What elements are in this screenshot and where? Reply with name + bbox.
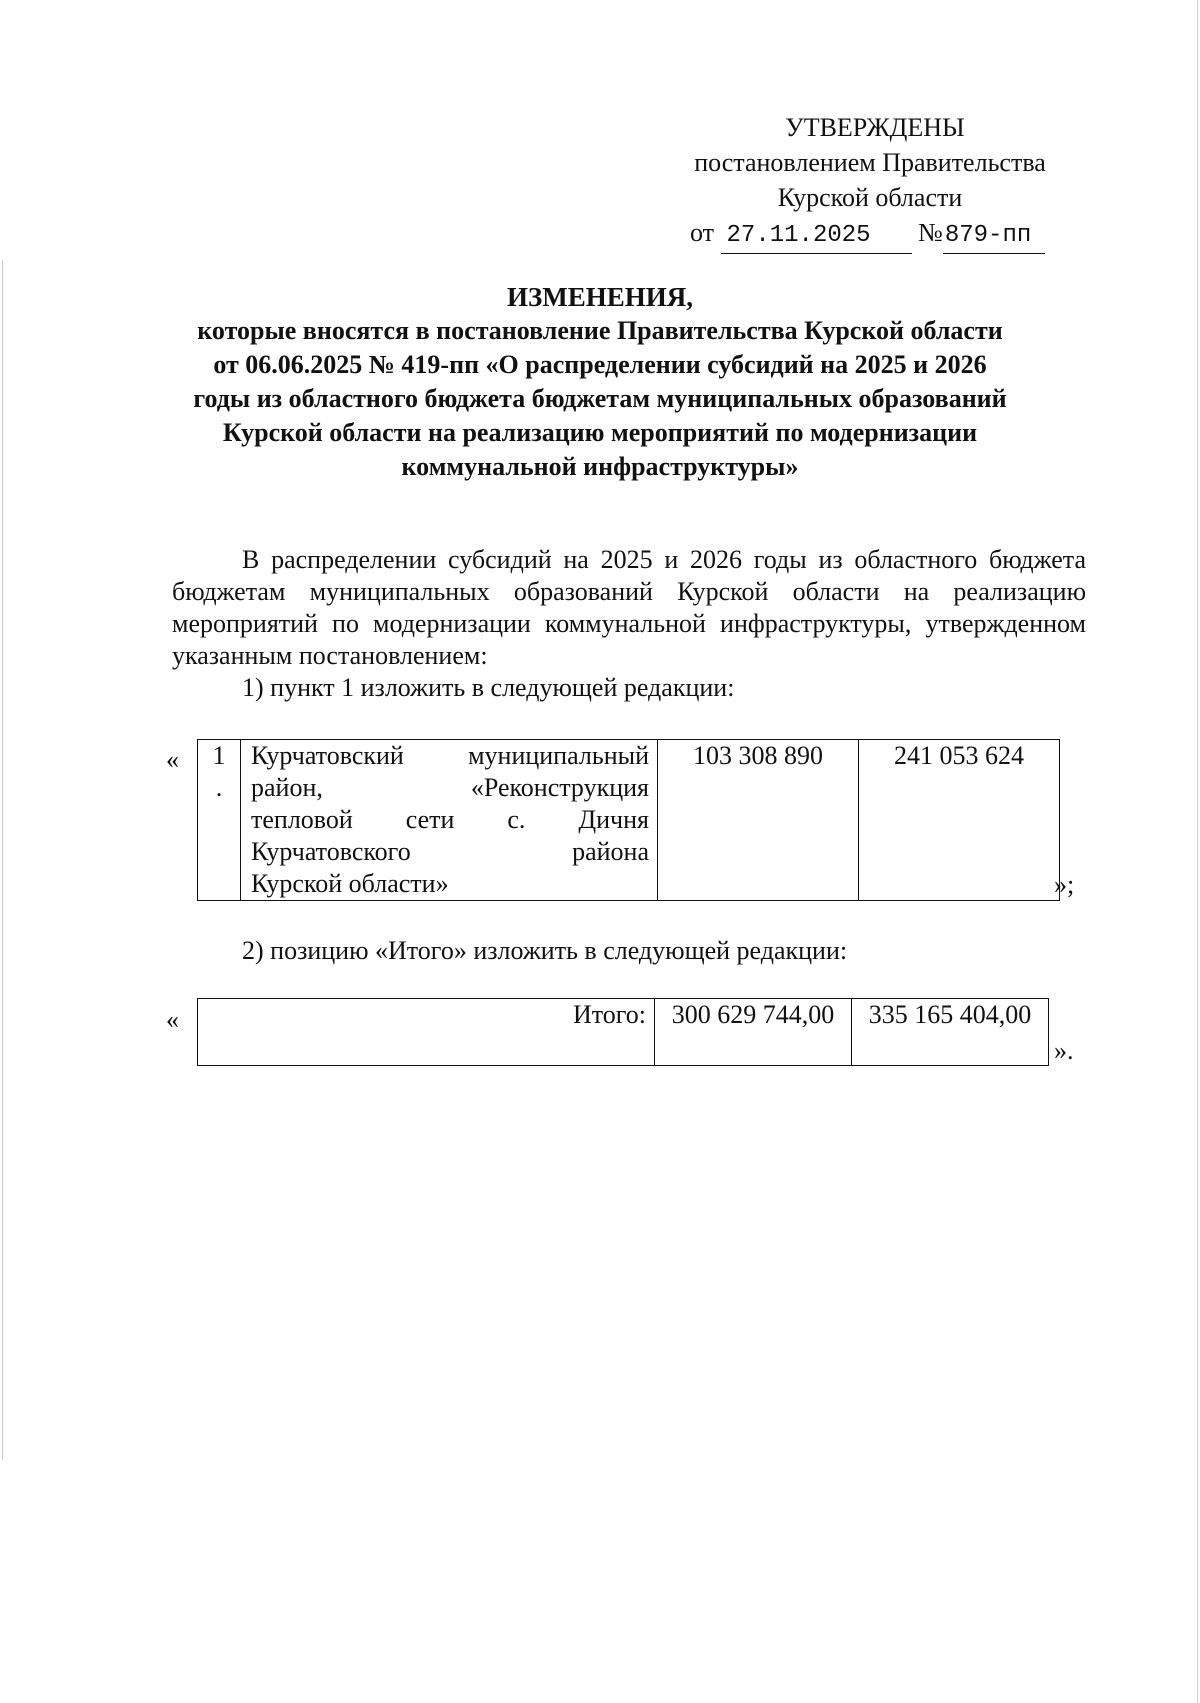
total-2025-cell: 300 629 744,00	[655, 999, 852, 1066]
heading-line: от 06.06.2025 № 419-пп «О распределении субсидий на 2025 и 2026	[213, 350, 987, 379]
subsidy-2025-cell: 103 308 890	[658, 740, 859, 901]
approval-line-2: Курской области	[777, 183, 963, 212]
project-name-line: Курчатовский муниципальный	[251, 741, 649, 770]
opening-quote-2: «	[166, 1005, 179, 1034]
project-name-line: тепловой сети с. Дичня	[251, 805, 649, 834]
closing-quote-2: ».	[1054, 1036, 1074, 1065]
heading-line: годы из областного бюджета бюджетам муниципальных образований	[193, 384, 1007, 413]
project-name-line: район, «Реконструкция	[251, 773, 649, 802]
table-row	[198, 999, 1049, 1066]
heading-title: ИЗМЕНЕНИЯ,	[506, 282, 693, 312]
number-prefix: №	[918, 218, 943, 247]
project-name-line: Курской области»	[251, 869, 449, 898]
project-name-cell	[241, 740, 658, 901]
scan-edge-left	[2, 260, 3, 1460]
heading-line: Курской области на реализацию мероприятий по модернизации	[222, 418, 978, 447]
date-prefix: от	[690, 218, 715, 247]
approval-block	[660, 110, 1080, 254]
date-value: 27.11.2025	[721, 218, 912, 254]
row-number: 1	[212, 741, 226, 770]
number-value: 879-пп	[943, 218, 1045, 254]
document-heading	[150, 280, 1050, 484]
project-name-line: Курчатовского района	[251, 837, 649, 866]
item-2-text: 2) позицию «Итого» изложить в следующей редакции:	[242, 936, 848, 965]
scan-edge-right	[1197, 0, 1198, 1703]
closing-quote-1: »;	[1054, 870, 1075, 899]
intro-paragraph: В распределении субсидий на 2025 и 2026 годы из областного бюджета бюджетам муниципальных образований Курской области на реализацию мероприятий по модернизации коммунальной инфраструктуры, утвержденном указанным постановлением:	[172, 545, 1086, 670]
amendment-table-total	[197, 998, 1049, 1066]
row-number-dot: .	[215, 773, 223, 802]
table-row	[198, 740, 1060, 901]
body-text	[172, 544, 1086, 704]
approval-title: УТВЕРЖДЕНЫ	[785, 113, 965, 142]
opening-quote-1: «	[166, 745, 179, 774]
total-label-cell: Итого:	[198, 999, 655, 1066]
approval-date-line	[660, 215, 1080, 254]
heading-line: коммунальной инфраструктуры»	[401, 452, 799, 481]
approval-line-1: постановлением Правительства	[694, 148, 1046, 177]
row-number-cell	[198, 740, 241, 901]
subsidy-2026-cell: 241 053 624	[859, 740, 1060, 901]
amendment-table-item-1	[197, 739, 1060, 901]
total-2026-cell: 335 165 404,00	[852, 999, 1049, 1066]
item-1-text: 1) пункт 1 изложить в следующей редакции:	[242, 673, 735, 702]
heading-line: которые вносятся в постановление Правительства Курской области	[197, 316, 1003, 345]
